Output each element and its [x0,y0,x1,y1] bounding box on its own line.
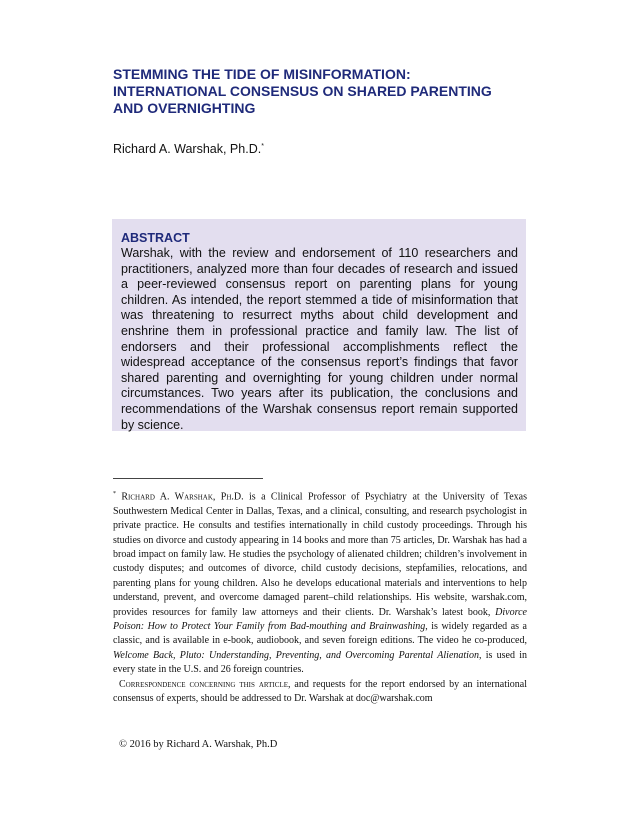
author-name: Richard A. Warshak, Ph.D. [113,142,262,156]
abstract-text: Warshak, with the review and endorsement of 110 researchers and practitioners, analyzed more than four decades of research and issued a peer-reviewed consensus report on parenting plans for young children. As intended, the report stemmed a tide of misinformation that was threatening to resurrect myths about child development and enshrine them in professional practice and family law. The list of endorsers and their professional accomplishments reflect the widespread acceptance of the consensus report’s findings that favor shared parenting and overnighting for young children under normal circumstances. Two years after its publication, the conclusions and recommendations of the Warshak consensus report remain supported by science. [121,246,518,432]
footnote-bio-text-2: , is widely regarded as a classic, and is available in e-book, audiobook, and seven foreign editions. The video he co-produced, [113,620,527,647]
footnote-bio-text-3: , is used in every state in the U.S. and 26 foreign countries. [113,649,528,676]
author-line [113,142,264,156]
title-line-1: STEMMING THE TIDE OF MISINFORMATION: [113,66,411,82]
title-line-2: INTERNATIONAL CONSENSUS ON SHARED PARENTING [113,83,492,99]
correspondence-label: Correspondence concerning this article [119,678,288,690]
footnote-correspondence [113,678,527,707]
footnote-bio [113,487,527,678]
author-footnote-marker: * [261,142,264,150]
footnote-book-title: Divorce Poison: How to Protect Your Family from Bad-mouthing and Brainwashing [113,606,527,632]
copyright-notice: © 2016 by Richard A. Warshak, Ph.D [119,739,278,750]
paper-title [113,66,533,117]
footnote-divider [113,478,263,479]
abstract-box [112,219,526,431]
title-line-3: AND OVERNIGHTING [113,100,256,116]
footnote-bio-text-1: is a Clinical Professor of Psychiatry at the University of Texas Southwestern Medical Center in Dallas, Texas, and a clinical, consulting, and research psychologist in private practice. He consults and testifies internationally in child custody proceedings. Through his studies on divorce and custody appearing in 14 books and more than 75 articles, Dr. Warshak has had a broad impact on family law. He studies the psychology of alienated children; children’s involvement in custody disputes; and outcomes of divorce, child custody decisions, stepfamilies, relocations, and parenting plans for young children. Also he develops educational materials and interventions to help understand, prevent, and overcome damaged parent–child relationships. His website, warshak.com, provides resources for family law attorneys and their clients. Dr. Warshak’s latest book, [113,491,527,618]
footnote-marker: * [113,491,116,497]
correspondence-text: , and requests for the report endorsed by an international consensus of experts, should be addressed to Dr. Warshak at doc@warshak.com [113,678,527,705]
author-footnote [113,487,527,706]
footnote-author-name: Richard A. Warshak, Ph.D. [121,491,244,503]
footnote-video-title: Welcome Back, Pluto: Understanding, Preventing, and Overcoming Parental Alienation [113,649,479,661]
abstract-heading: ABSTRACT [121,231,190,245]
